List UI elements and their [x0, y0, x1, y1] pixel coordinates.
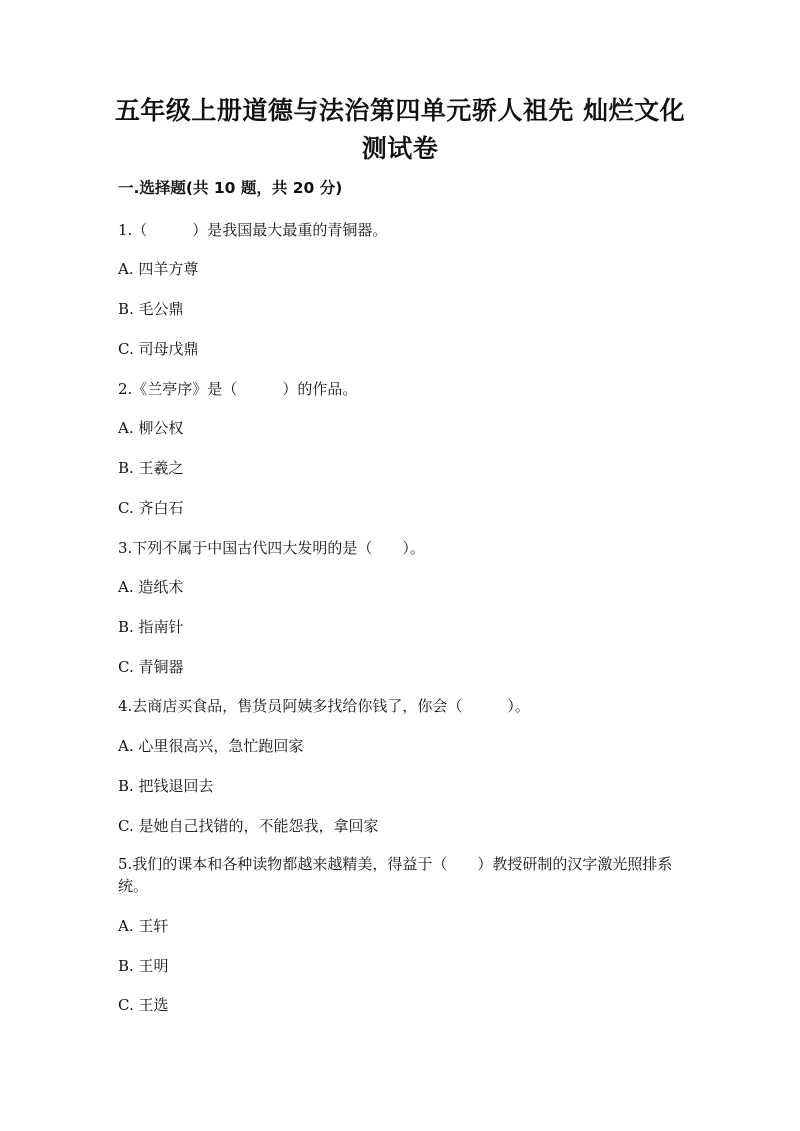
section-heading: 一.选择题(共 10 题，共 20 分): [118, 179, 343, 197]
question-2-option-a: A. 柳公权: [118, 419, 184, 437]
question-5-option-b: B. 王明: [118, 957, 169, 975]
question-4-option-c: C. 是她自己找错的，不能怨我，拿回家: [118, 817, 379, 835]
question-2-option-c: C. 齐白石: [118, 499, 184, 517]
question-3-option-b: B. 指南针: [118, 618, 184, 636]
question-3-option-a: A. 造纸术: [118, 578, 184, 596]
question-1-stem: 1.（ ）是我国最大最重的青铜器。: [118, 221, 388, 239]
question-1-option-c: C. 司母戊鼎: [118, 340, 199, 358]
question-1-option-a: A. 四羊方尊: [118, 260, 199, 278]
question-4-option-a: A. 心里很高兴，急忙跑回家: [118, 737, 304, 755]
question-5-stem: 5.我们的课本和各种读物都越来越精美，得益于（ ）教授研制的汉字激光照排系统。: [118, 855, 673, 895]
question-2-stem: 2.《兰亭序》是（ ）的作品。: [118, 380, 358, 398]
exam-title: [100, 92, 700, 168]
question-5-option-c: C. 王选: [118, 996, 169, 1014]
question-3-stem: 3.下列不属于中国古代四大发明的是（ ）。: [118, 539, 425, 557]
question-5-option-a: A. 王轩: [118, 917, 169, 935]
question-4-option-b: B. 把钱退回去: [118, 777, 214, 795]
question-2-option-b: B. 王羲之: [118, 459, 184, 477]
question-3-option-c: C. 青铜器: [118, 658, 184, 676]
question-1-option-b: B. 毛公鼎: [118, 300, 184, 318]
exam-title-line-2: 测试卷: [361, 134, 439, 163]
exam-title-line-1: 五年级上册道德与法治第四单元骄人祖先 灿烂文化: [114, 96, 686, 125]
question-4-stem: 4.去商店买食品，售货员阿姨多找给你钱了，你会（ ）。: [118, 697, 530, 715]
